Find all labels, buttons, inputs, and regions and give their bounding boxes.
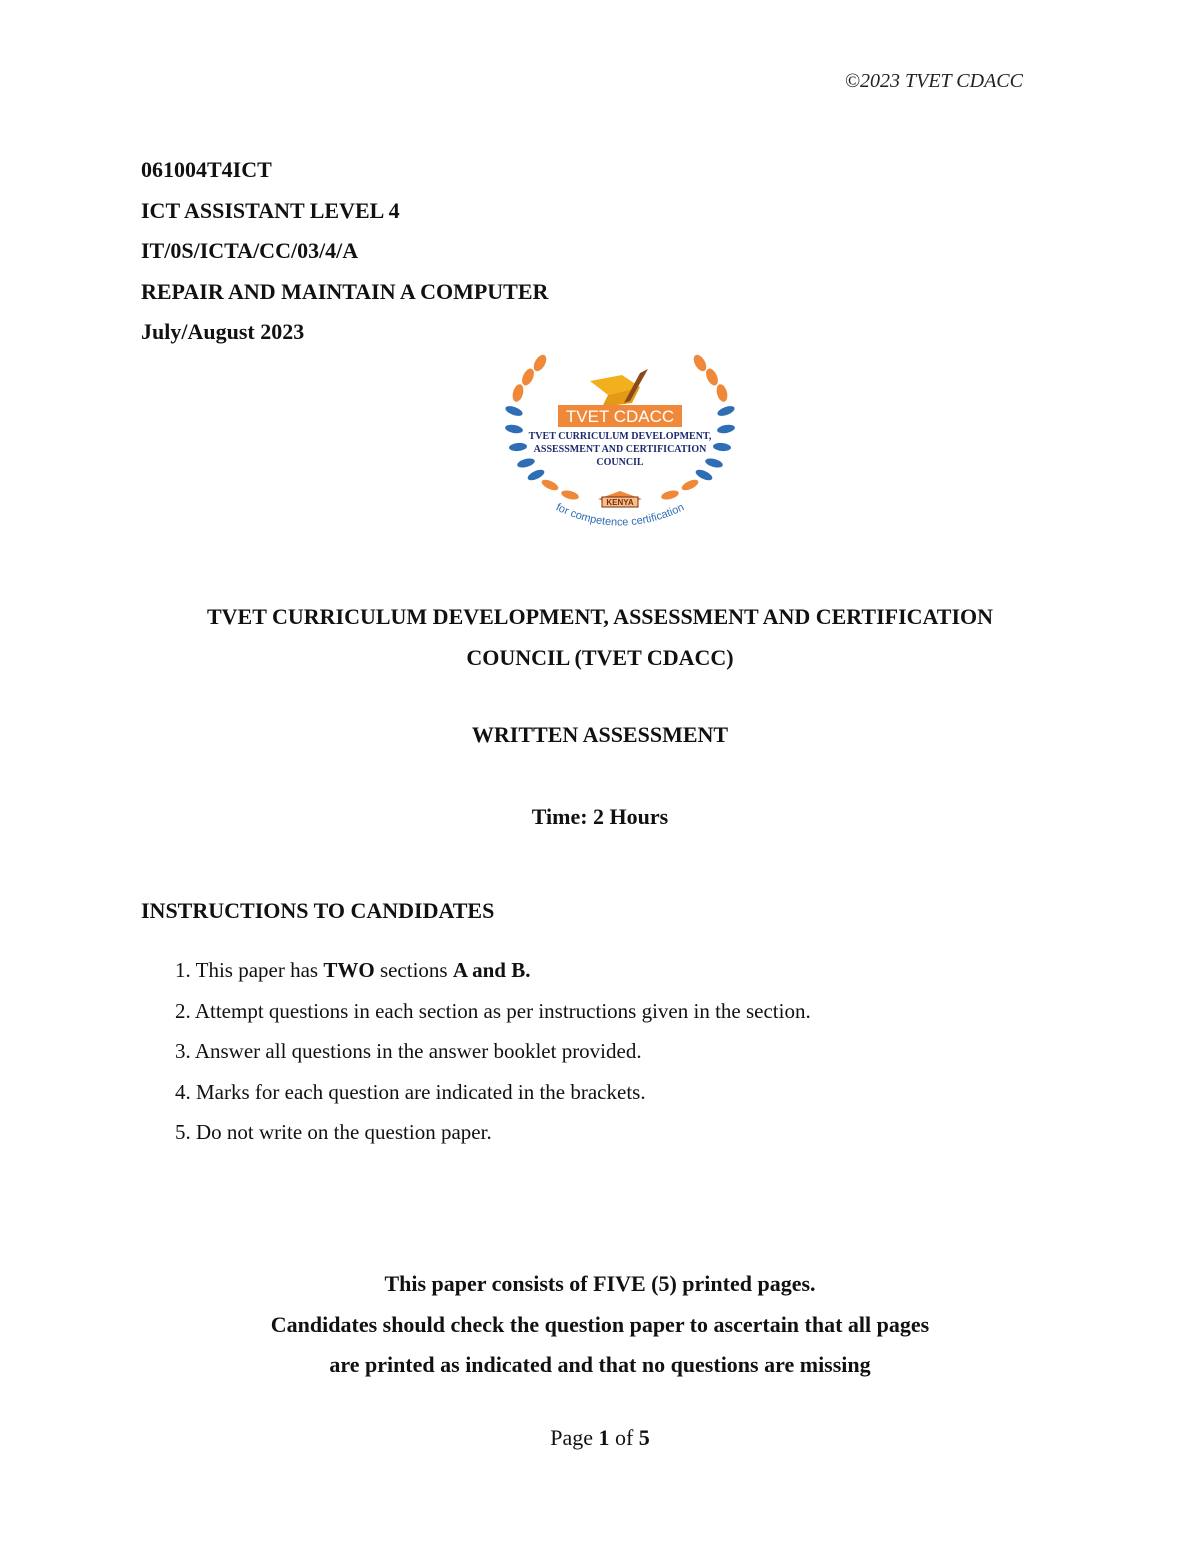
logo-text-line2: ASSESSMENT AND CERTIFICATION	[533, 444, 707, 455]
instruction-text: Answer all questions in the answer booklet provided.	[194, 1039, 642, 1064]
instruction-emphasis: A and B.	[452, 958, 531, 982]
tvet-cdacc-logo	[490, 345, 750, 545]
page-current: 1	[598, 1425, 610, 1450]
page-number	[100, 1425, 1100, 1451]
copyright-notice: ©2023 TVET CDACC	[844, 70, 1023, 92]
instruction-item-4	[175, 1072, 811, 1113]
instruction-text: Marks for each question are indicated in the brackets.	[196, 1079, 646, 1104]
instruction-number: 2.	[175, 998, 191, 1023]
instruction-item-2	[175, 991, 811, 1032]
council-name-line1: TVET CURRICULUM DEVELOPMENT, ASSESSMENT AND CERTIFICATION	[206, 604, 994, 629]
instruction-text: sections	[374, 958, 453, 982]
page-count-note	[100, 1264, 1100, 1386]
instruction-text: This paper has	[195, 958, 324, 982]
logo-text-line1: TVET CURRICULUM DEVELOPMENT,	[528, 431, 712, 442]
exam-duration: Time: 2 Hours	[531, 804, 669, 829]
instruction-number: 4.	[175, 1079, 191, 1104]
page-count-line1: This paper consists of FIVE (5) printed pages.	[384, 1271, 816, 1296]
instruction-item-1	[175, 950, 811, 991]
instruction-item-3	[175, 1031, 811, 1072]
instruction-text: Do not write on the question paper.	[196, 1120, 492, 1145]
page-count-line3: are printed as indicated and that no questions are missing	[329, 1352, 871, 1378]
exam-date: July/August 2023	[141, 319, 305, 345]
paper-code: 061004T4ICT	[141, 157, 272, 182]
page-separator: of	[609, 1425, 639, 1450]
council-name	[100, 596, 1100, 678]
logo-text-line3: COUNCIL	[596, 457, 644, 468]
instructions-list	[175, 950, 811, 1153]
paper-header	[141, 150, 548, 353]
assessment-type: WRITTEN ASSESSMENT	[471, 722, 729, 747]
instruction-number: 5.	[175, 1120, 191, 1145]
unit-title: REPAIR AND MAINTAIN A COMPUTER	[141, 278, 549, 304]
page-label: Page	[550, 1425, 599, 1450]
page-count-line2: Candidates should check the question paper to ascertain that all pages	[270, 1311, 930, 1337]
page-total: 5	[638, 1425, 650, 1450]
logo-motto: for competence certification	[553, 501, 687, 529]
logo-country-text: KENYA	[606, 498, 634, 507]
qualification-level: ICT ASSISTANT LEVEL 4	[141, 197, 400, 223]
instruction-number: 1.	[175, 958, 191, 982]
instruction-number: 3.	[175, 1039, 191, 1064]
unit-code: IT/0S/ICTA/CC/03/4/A	[141, 238, 359, 264]
instructions-heading: INSTRUCTIONS TO CANDIDATES	[141, 898, 495, 923]
council-name-line2: COUNCIL (TVET CDACC)	[466, 645, 734, 670]
instruction-item-5	[175, 1112, 811, 1153]
instruction-emphasis: TWO	[323, 958, 375, 982]
logo-banner-text: TVET CDACC	[565, 407, 675, 426]
instruction-text: Attempt questions in each section as per instructions given in the section.	[194, 998, 811, 1023]
